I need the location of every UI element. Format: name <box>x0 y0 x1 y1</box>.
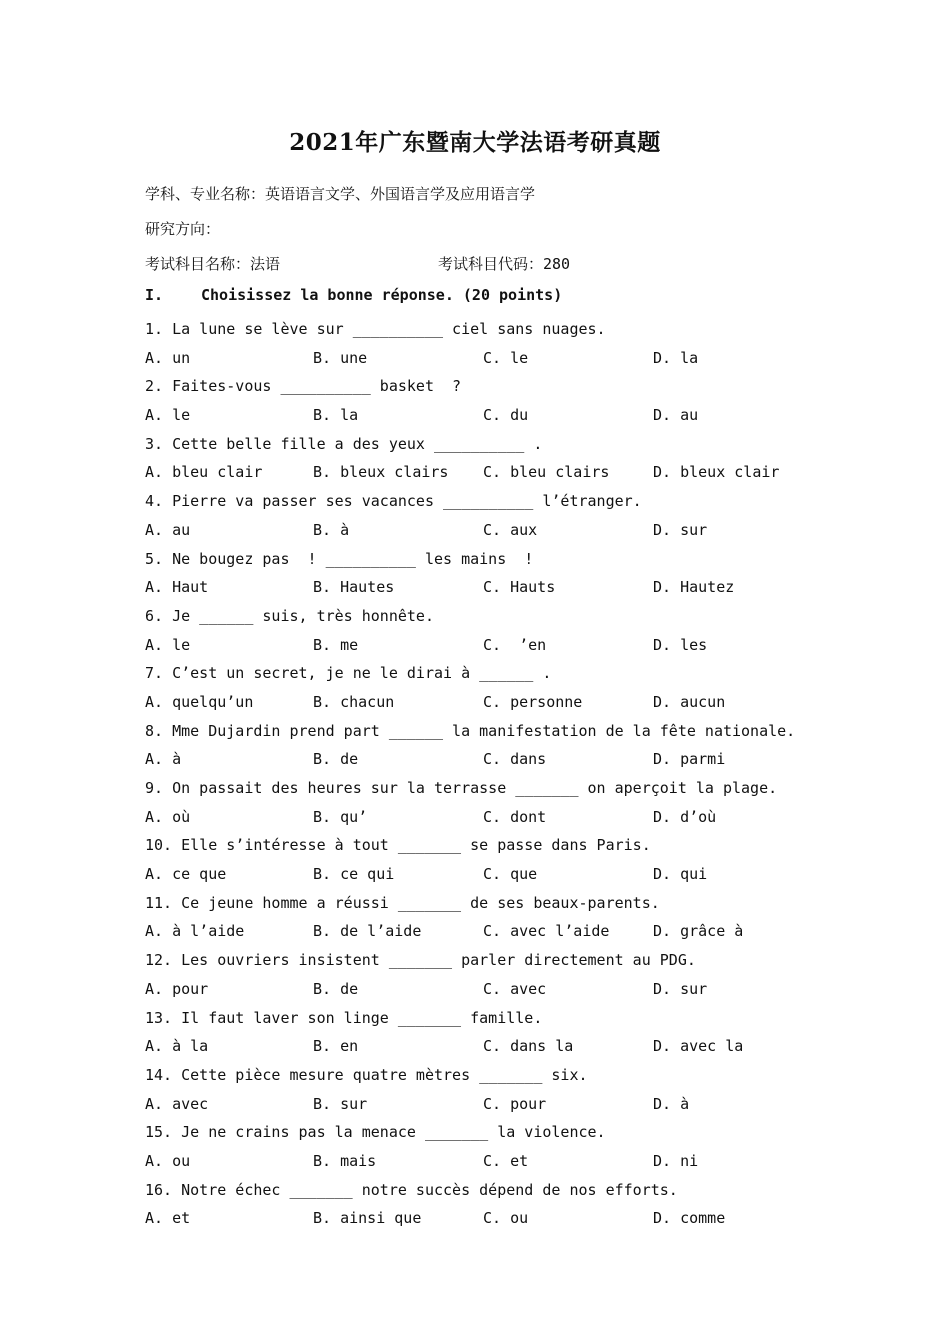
answer-option: B. qu’ <box>313 807 368 826</box>
question-text: 6. Je ______ suis, très honnête. <box>145 606 434 625</box>
answer-option: D. comme <box>653 1209 726 1228</box>
answer-options <box>145 461 845 490</box>
answer-option: D. aucun <box>653 692 726 711</box>
answer-option: C. avec <box>483 979 547 998</box>
question-text: 5. Ne bougez pas ! __________ les mains ! <box>145 549 534 568</box>
answer-option: C. ou <box>483 1209 529 1228</box>
answer-option: A. ce que <box>145 865 227 884</box>
answer-options <box>145 1035 845 1064</box>
answer-option: D. la <box>653 348 699 367</box>
answer-options <box>145 748 845 777</box>
answer-option: B. en <box>313 1037 359 1056</box>
answer-option: D. qui <box>653 865 708 884</box>
question-text: 15. Je ne crains pas la menace _______ la violence. <box>145 1123 606 1142</box>
answer-option: B. une <box>313 348 368 367</box>
answer-option: B. bleux clairs <box>313 463 449 482</box>
question-text: 14. Cette pièce mesure quatre mètres _______ six. <box>145 1065 588 1084</box>
answer-option: D. sur <box>653 520 708 539</box>
answer-option: D. les <box>653 635 708 654</box>
answer-options <box>145 920 845 949</box>
question-text: 2. Faites-vous __________ basket ? <box>145 377 462 396</box>
answer-options <box>145 1150 845 1179</box>
answer-option: C. et <box>483 1151 529 1170</box>
section-heading <box>145 286 562 304</box>
answer-options <box>145 634 845 663</box>
answer-options <box>145 1093 845 1122</box>
exam-code-line: 考试科目代码：280 <box>438 255 571 273</box>
answer-option: B. chacun <box>313 692 395 711</box>
answer-option: A. ou <box>145 1151 191 1170</box>
question-text: 3. Cette belle fille a des yeux __________ . <box>145 434 543 453</box>
answer-option: A. et <box>145 1209 191 1228</box>
question-text: 12. Les ouvriers insistent _______ parler directement au PDG. <box>145 951 696 970</box>
page-title: 2021年广东暨南大学法语考研真题 <box>289 129 661 156</box>
answer-option: D. ni <box>653 1151 699 1170</box>
question-text: 9. On passait des heures sur la terrasse _______ on aperçoit la plage. <box>145 779 778 797</box>
answer-option: A. au <box>145 520 191 539</box>
question-text: 7. C’est un secret, je ne le dirai à ______ . <box>145 664 552 683</box>
answer-option: B. mais <box>313 1151 377 1170</box>
answer-option: C. dans la <box>483 1037 574 1056</box>
answer-options <box>145 806 845 835</box>
question-text: 13. Il faut laver son linge _______ famille. <box>145 1008 543 1027</box>
answer-option: B. la <box>313 406 359 425</box>
answer-option: C. dont <box>483 807 547 826</box>
answer-option: A. pour <box>145 979 209 998</box>
answer-option: A. le <box>145 406 191 425</box>
question-text: 10. Elle s’intéresse à tout _______ se passe dans Paris. <box>145 836 651 855</box>
answer-option: C. aux <box>483 520 538 539</box>
answer-option: B. Hautes <box>313 578 395 597</box>
answer-option: D. bleux clair <box>653 463 780 482</box>
answer-option: D. sur <box>653 979 708 998</box>
answer-options <box>145 691 845 720</box>
answer-option: D. à <box>653 1094 690 1113</box>
direction-line: 研究方向： <box>145 220 221 238</box>
answer-option: D. parmi <box>653 750 726 769</box>
answer-option: A. à la <box>145 1037 209 1056</box>
section-title: Choisissez la bonne réponse. (20 points) <box>201 286 563 304</box>
answer-option: C. avec l’aide <box>483 922 610 941</box>
answer-option: A. à <box>145 750 182 769</box>
answer-option: A. quelqu’un <box>145 692 254 711</box>
answer-option: A. le <box>145 635 191 654</box>
answer-option: B. de l’aide <box>313 922 422 941</box>
section-number: I. <box>145 286 164 304</box>
answer-option: B. de <box>313 750 359 769</box>
answer-option: A. bleu clair <box>145 463 263 482</box>
answer-option: C. du <box>483 406 529 425</box>
question-text: 8. Mme Dujardin prend part ______ la manifestation de la fête nationale. <box>145 721 796 740</box>
answer-option: B. à <box>313 520 350 539</box>
answer-option: A. où <box>145 807 191 826</box>
answer-option: C. dans <box>483 750 547 769</box>
answer-option: B. ce qui <box>313 865 395 884</box>
answer-option: A. un <box>145 348 191 367</box>
answer-option: B. me <box>313 635 359 654</box>
answer-option: C. le <box>483 348 529 367</box>
answer-option: C. personne <box>483 692 583 711</box>
answer-options <box>145 404 845 433</box>
answer-option: B. de <box>313 979 359 998</box>
answer-option: D. avec la <box>653 1037 744 1056</box>
answer-option: A. à l’aide <box>145 922 245 941</box>
answer-option: B. ainsi que <box>313 1209 422 1228</box>
answer-options <box>145 863 845 892</box>
question-text: 4. Pierre va passer ses vacances __________ l’étranger. <box>145 492 642 511</box>
answer-option: D. Hautez <box>653 578 735 597</box>
answer-options <box>145 576 845 605</box>
answer-options <box>145 519 845 548</box>
answer-option: C. que <box>483 865 538 884</box>
answer-option: D. au <box>653 406 699 425</box>
answer-option: B. sur <box>313 1094 368 1113</box>
answer-option: C. pour <box>483 1094 547 1113</box>
answer-options <box>145 347 845 376</box>
question-text: 11. Ce jeune homme a réussi _______ de ses beaux-parents. <box>145 893 660 912</box>
answer-option: D. d’où <box>653 807 717 826</box>
question-text: 16. Notre échec _______ notre succès dépend de nos efforts. <box>145 1180 678 1199</box>
answer-option: A. avec <box>145 1094 209 1113</box>
question-text: 1. La lune se lève sur __________ ciel sans nuages. <box>145 320 606 338</box>
subject-line: 学科、专业名称：英语语言文学、外国语言学及应用语言学 <box>145 185 536 203</box>
question-list <box>145 318 845 1236</box>
answer-options <box>145 1207 845 1236</box>
answer-option: C. ’en <box>483 635 547 654</box>
answer-option: C. bleu clairs <box>483 463 610 482</box>
answer-option: D. grâce à <box>653 922 744 941</box>
exam-name-line: 考试科目名称：法语 <box>145 255 281 273</box>
answer-options <box>145 978 845 1007</box>
answer-option: A. Haut <box>145 578 209 597</box>
answer-option: C. Hauts <box>483 578 556 597</box>
